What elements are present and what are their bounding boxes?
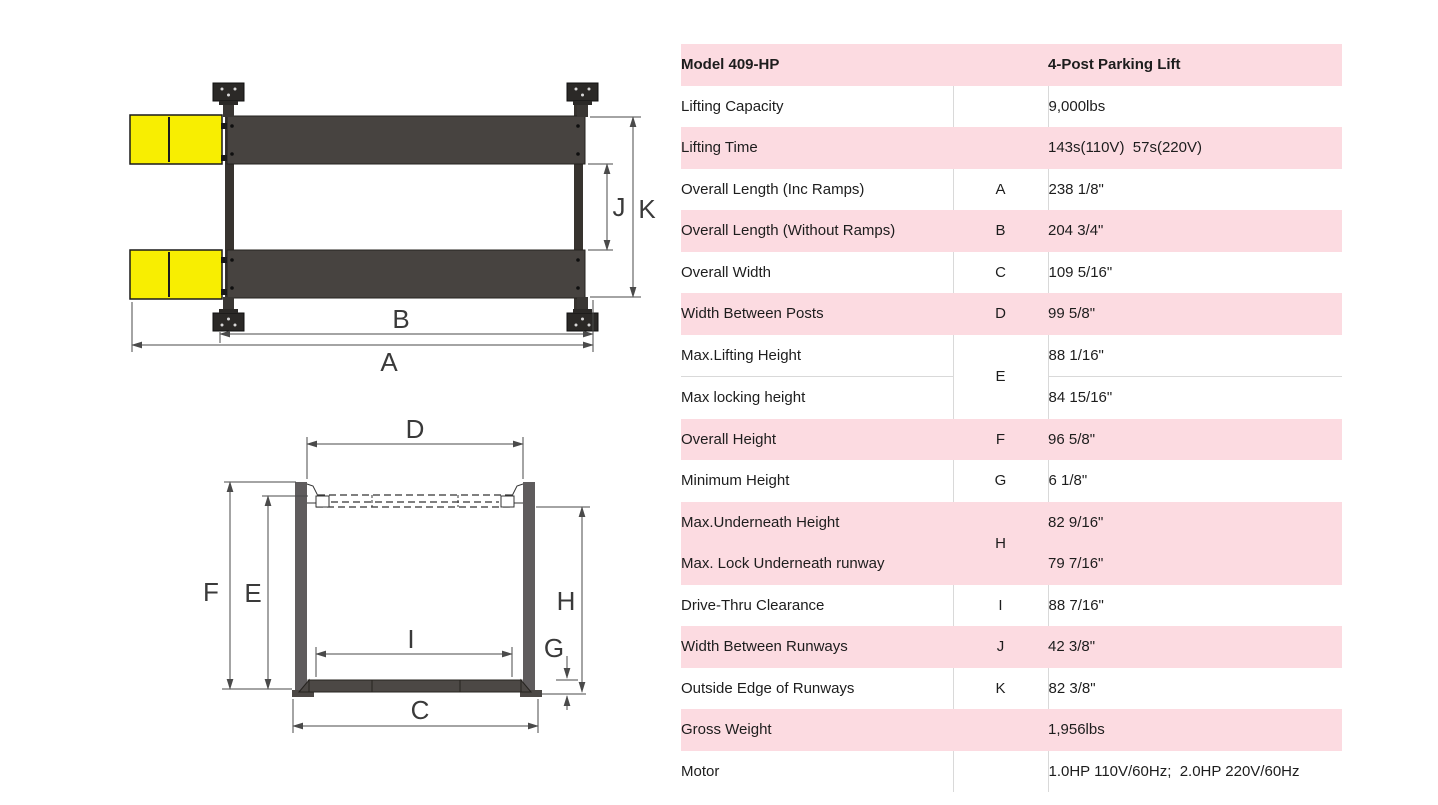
spec-value: 88 7/16" [1048, 596, 1104, 614]
dimension-c [293, 695, 538, 733]
spec-row [681, 751, 1342, 793]
top-view [130, 83, 656, 377]
spec-row [681, 210, 1342, 252]
front-post-left [295, 482, 307, 690]
spec-letter: E [953, 335, 1048, 419]
spec-value: 42 3/8" [1048, 626, 1342, 668]
post-bottom-left [213, 297, 244, 331]
spec-row [681, 626, 1342, 668]
spec-label: Lifting Capacity [681, 86, 953, 128]
spec-label: Drive-Thru Clearance [681, 585, 953, 627]
spec-table [681, 44, 1342, 792]
spec-row [681, 419, 1342, 461]
spec-row [681, 293, 1342, 335]
post-top-left [213, 83, 244, 117]
spec-label: Max.Lifting Height [681, 335, 953, 377]
spec-label: Max.Underneath Height [681, 502, 953, 544]
spec-value: 6 1/8" [1048, 472, 1088, 490]
dimension-b [220, 300, 593, 352]
dim-label-k: K [638, 194, 656, 224]
spec-letter [953, 709, 1048, 751]
spec-letter [953, 86, 1048, 128]
spec-letter: G [953, 460, 1048, 502]
spec-value: 9,000lbs [1048, 97, 1106, 115]
spec-row-group-h [681, 502, 1342, 544]
spec-row-group-e [681, 335, 1342, 377]
spec-label: Gross Weight [681, 709, 953, 751]
dim-label-i: I [407, 624, 415, 654]
runway-top [227, 116, 585, 164]
spec-value: 79 7/16" [1048, 543, 1342, 585]
dim-label-a: A [380, 347, 398, 377]
dim-label-b: B [392, 304, 410, 334]
spec-value: 88 1/16" [1048, 335, 1342, 377]
spec-letter: B [953, 210, 1048, 252]
spec-label: Overall Length (Without Ramps) [681, 210, 953, 252]
dimension-h [536, 507, 590, 692]
spec-row [681, 668, 1342, 710]
spec-letter: D [953, 293, 1048, 335]
spec-value: 99 5/8" [1048, 293, 1342, 335]
spec-letter: F [953, 419, 1048, 461]
dim-label-g: G [543, 633, 565, 663]
dim-label-j: J [612, 192, 626, 222]
spec-row [681, 86, 1342, 128]
spec-row [681, 252, 1342, 294]
spec-letter: H [953, 502, 1048, 585]
spec-label: Max. Lock Underneath runway [681, 543, 953, 585]
runway-bottom [227, 250, 585, 298]
spec-letter: C [953, 252, 1048, 294]
spec-label: Minimum Height [681, 460, 953, 502]
spec-value: 82 9/16" [1048, 502, 1342, 544]
ramp-bottom [130, 250, 227, 299]
model-title: Model 409-HP [681, 44, 953, 86]
spec-value: 109 5/16" [1048, 263, 1113, 281]
spec-label: Overall Height [681, 419, 953, 461]
spec-label: Max locking height [681, 377, 953, 419]
spec-label: Outside Edge of Runways [681, 668, 953, 710]
spec-label: Width Between Posts [681, 293, 953, 335]
post-top-right [567, 83, 598, 117]
product-title: 4-Post Parking Lift [1048, 44, 1342, 86]
spec-value: 1.0HP 110V/60Hz; 2.0HP 220V/60Hz [1048, 762, 1300, 780]
spec-letter: J [953, 626, 1048, 668]
dimension-g [538, 633, 586, 710]
spec-label: Overall Width [681, 252, 953, 294]
spec-row [681, 460, 1342, 502]
dimension-j [588, 164, 626, 250]
front-view [203, 414, 590, 733]
spec-letter: K [953, 668, 1048, 710]
spec-label: Overall Length (Inc Ramps) [681, 169, 953, 211]
spec-letter [953, 127, 1048, 169]
front-post-right [523, 482, 535, 690]
spec-value: 143s(110V) 57s(220V) [1048, 127, 1342, 169]
raised-runway-dashed [307, 484, 523, 507]
spec-letter: I [953, 585, 1048, 627]
spec-value: 1,956lbs [1048, 709, 1342, 751]
dim-label-h: H [556, 586, 576, 616]
lift-diagrams [0, 0, 680, 805]
spec-value: 82 3/8" [1048, 679, 1096, 697]
spec-value: 204 3/4" [1048, 210, 1342, 252]
dimension-d [307, 414, 523, 479]
dimension-a [132, 302, 593, 377]
spec-letter [953, 44, 1048, 86]
dim-label-d: D [405, 414, 425, 444]
ramp-top [130, 115, 227, 164]
spec-header-row [681, 44, 1342, 86]
dim-label-f: F [203, 577, 219, 607]
dimension-i [316, 624, 512, 677]
spec-row [681, 585, 1342, 627]
dim-label-e: E [244, 578, 262, 608]
spec-value: 238 1/8" [1048, 180, 1104, 198]
spec-letter [953, 751, 1048, 793]
lowered-runway [299, 680, 531, 692]
spec-row [681, 169, 1342, 211]
spec-letter: A [953, 169, 1048, 211]
spec-label: Lifting Time [681, 127, 953, 169]
spec-label: Motor [681, 751, 953, 793]
spec-row [681, 127, 1342, 169]
spec-value: 96 5/8" [1048, 419, 1342, 461]
spec-row [681, 709, 1342, 751]
dim-label-c: C [410, 695, 430, 725]
spec-value: 84 15/16" [1048, 389, 1113, 407]
spec-label: Width Between Runways [681, 626, 953, 668]
